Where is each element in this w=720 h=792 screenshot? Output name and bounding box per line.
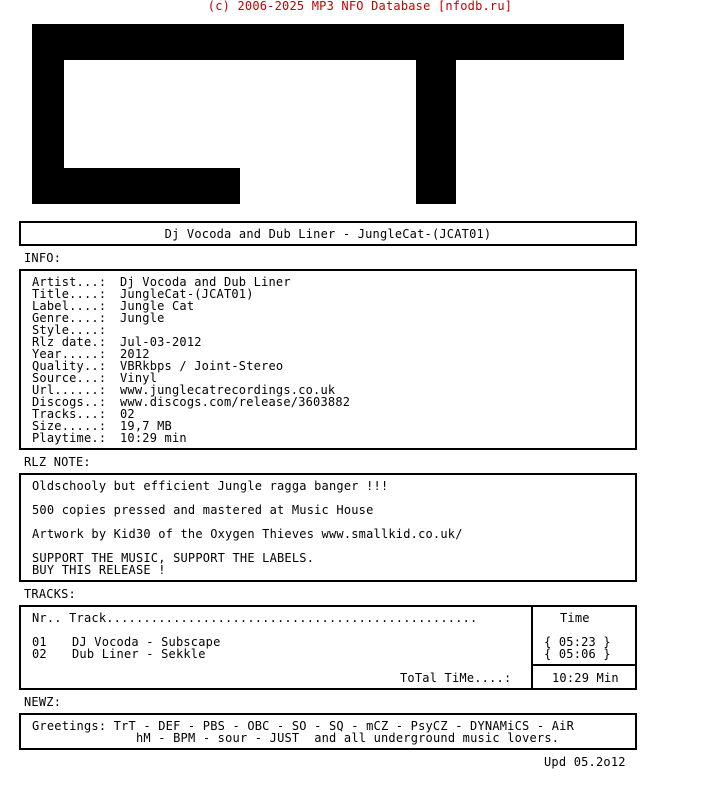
info-key: Quality..:: [32, 359, 107, 373]
info-key: Playtime.:: [32, 431, 107, 445]
section-newz-heading: NEWZ:: [24, 695, 62, 709]
section-tracks-heading: TRACKS:: [24, 587, 76, 601]
track-number: 02: [32, 647, 47, 661]
total-time-label: ToTal TiMe....:: [400, 671, 512, 685]
info-value: 19,7 MB: [120, 419, 172, 433]
info-value: Jungle: [120, 311, 165, 325]
info-box: [19, 269, 637, 450]
info-key: Size.....:: [32, 419, 107, 433]
info-value: 2012: [120, 347, 150, 361]
info-value: Jul-03-2012: [120, 335, 202, 349]
rlz-note-line: Oldschooly but efficient Jungle ragga banger !!!: [32, 479, 389, 493]
section-rlz-note-heading: RLZ NOTE:: [24, 455, 91, 469]
info-value: 10:29 min: [120, 431, 187, 445]
release-title: Dj Vocoda and Dub Liner - JungleCat-(JCAT01): [164, 227, 492, 241]
info-key: Source...:: [32, 371, 107, 385]
track-number: 01: [32, 635, 47, 649]
rlz-note-line: SUPPORT THE MUSIC, SUPPORT THE LABELS.: [32, 551, 315, 565]
track-time: { 05:06 }: [544, 647, 611, 661]
total-time-value: 10:29 Min: [552, 671, 619, 685]
info-key: Tracks...:: [32, 407, 107, 421]
rlz-note-line: 500 copies pressed and mastered at Music House: [32, 503, 374, 517]
info-value: JungleCat-(JCAT01): [120, 287, 254, 301]
nfo-banner: (c) 2006-2025 MP3 NFO Database [nfodb.ru]: [207, 0, 513, 13]
greetings-line: Greetings: TrT - DEF - PBS - OBC - SO - SQ - mCZ - PsyCZ - DYNAMiCS - AiR: [32, 719, 574, 733]
track-title: Dub Liner - Sekkle: [72, 647, 206, 661]
info-key: Style....:: [32, 323, 107, 337]
info-key: Url......:: [32, 383, 107, 397]
info-value: 02: [120, 407, 135, 421]
info-key: Year.....:: [32, 347, 107, 361]
info-key: Artist...:: [32, 275, 107, 289]
info-value: Dj Vocoda and Dub Liner: [120, 275, 291, 289]
greetings-line: hM - BPM - sour - JUST and all underground music lovers.: [136, 731, 560, 745]
update-date: Upd 05.2o12: [544, 755, 626, 769]
info-value: www.discogs.com/release/3603882: [120, 395, 351, 409]
track-time: { 05:23 }: [544, 635, 611, 649]
tracks-time-header: Time: [560, 611, 590, 625]
info-key: Title....:: [32, 287, 107, 301]
info-value: Jungle Cat: [120, 299, 195, 313]
section-info-heading: INFO:: [24, 251, 62, 265]
info-key: Label....:: [32, 299, 107, 313]
info-key: Genre....:: [32, 311, 107, 325]
tracks-header: Nr.. Track..................................................: [32, 611, 478, 625]
info-key: Rlz date.:: [32, 335, 107, 349]
info-value: VBRkbps / Joint-Stereo: [120, 359, 284, 373]
rlz-note-line: Artwork by Kid30 of the Oxygen Thieves www.smallkid.co.uk/: [32, 527, 463, 541]
info-value: www.junglecatrecordings.co.uk: [120, 383, 336, 397]
rlz-note-line: BUY THIS RELEASE !: [32, 563, 166, 577]
track-title: DJ Vocoda - Subscape: [72, 635, 221, 649]
info-key: Discogs..:: [32, 395, 107, 409]
info-value: Vinyl: [120, 371, 158, 385]
